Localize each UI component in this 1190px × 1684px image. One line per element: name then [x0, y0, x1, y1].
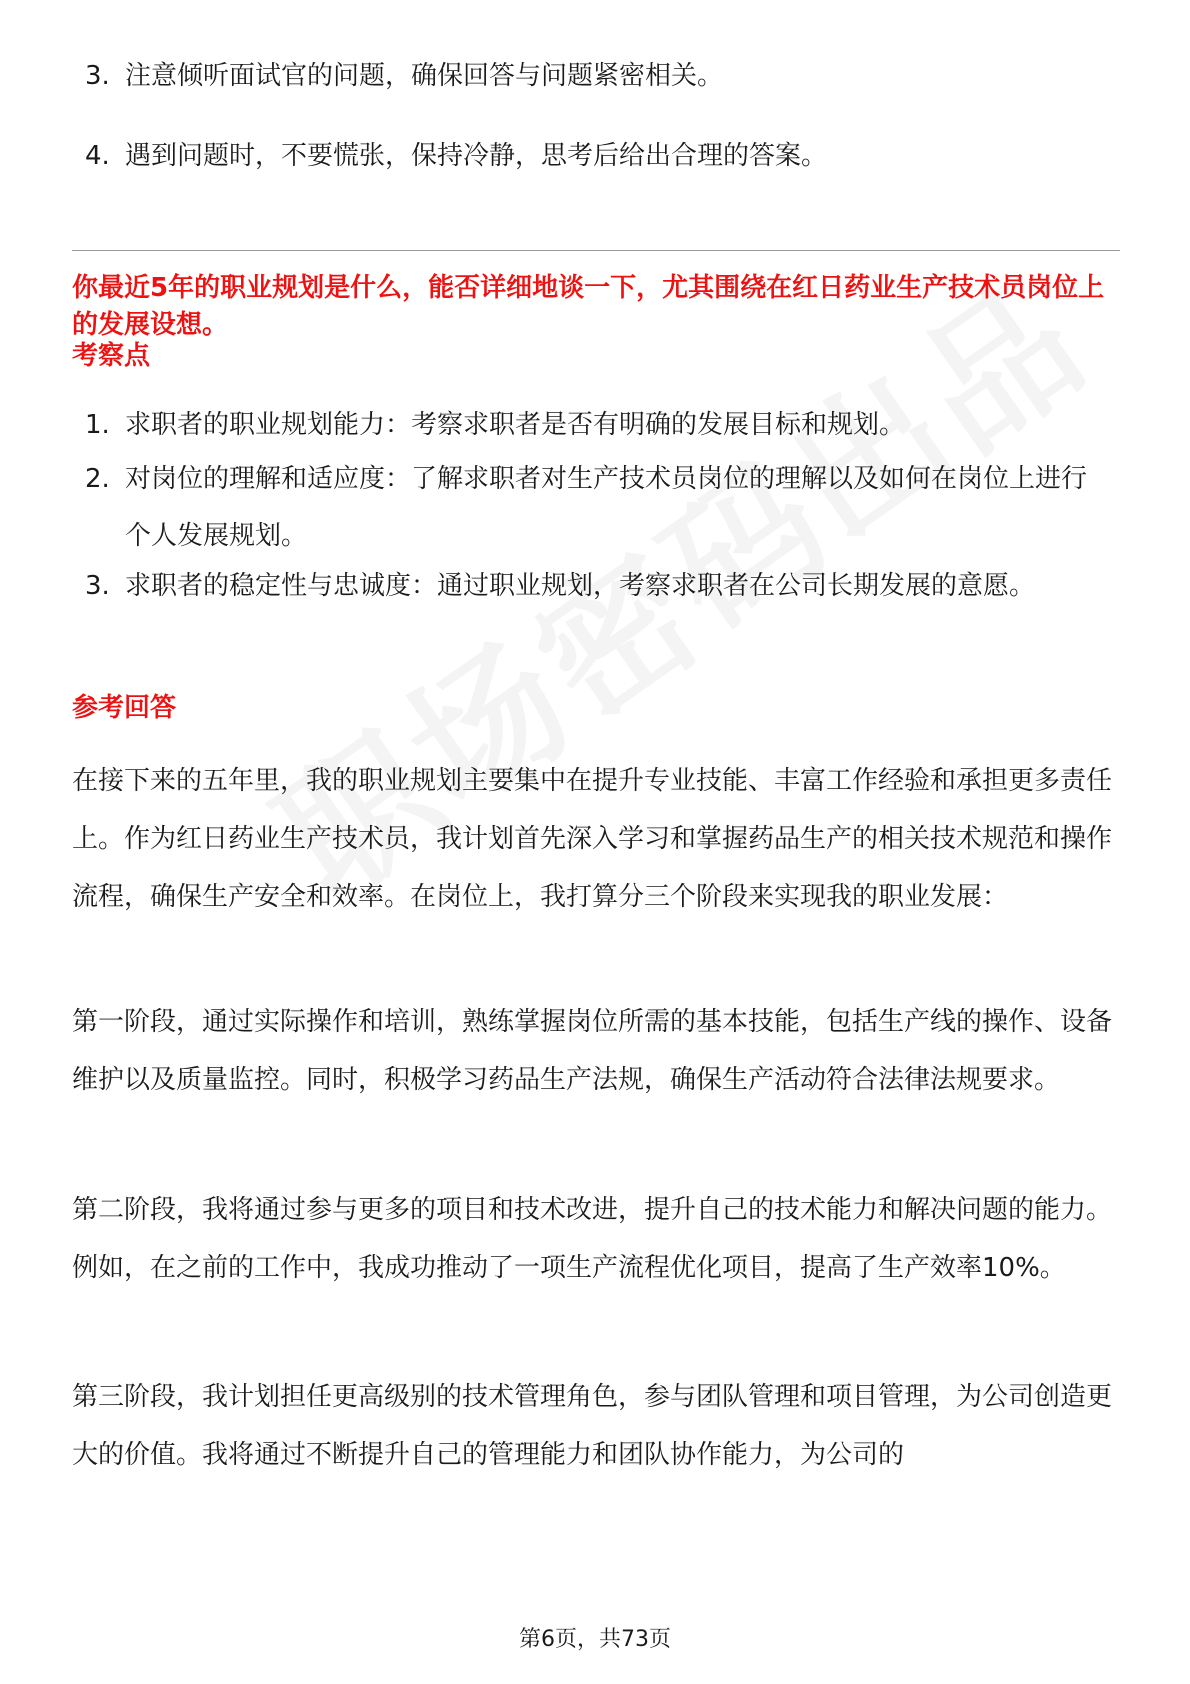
assessment-heading: 考察点 — [72, 341, 151, 371]
answer-paragraph: 第二阶段，我将通过参与更多的项目和技术改进，提升自己的技术能力和解决问题的能力。例如，在之前的工作中，我成功推动了一项生产流程优化项目，提高了生产效率10%。 — [72, 1195, 1113, 1283]
list-text: 对岗位的理解和适应度：了解求职者对生产技术员岗位的理解以及如何在岗位上进行个人发展规划。 — [125, 464, 1088, 551]
answer-paragraph: 第一阶段，通过实际操作和培训，熟练掌握岗位所需的基本技能，包括生产线的操作、设备维护以及质量监控。同时，积极学习药品生产法规，确保生产活动符合法律法规要求。 — [72, 1007, 1113, 1095]
list-text: 遇到问题时，不要慌张，保持冷静，思考后给出合理的答案。 — [125, 141, 828, 171]
section-divider — [72, 250, 1120, 251]
list-number: 1. — [85, 410, 110, 440]
page-footer: 第6页，共73页 — [519, 1627, 671, 1652]
answer-heading: 参考回答 — [72, 693, 177, 723]
list-number: 4. — [85, 141, 110, 171]
list-text: 求职者的职业规划能力：考察求职者是否有明确的发展目标和规划。 — [125, 410, 906, 440]
list-text: 求职者的稳定性与忠诚度：通过职业规划，考察求职者在公司长期发展的意愿。 — [125, 571, 1036, 601]
list-number: 2. — [85, 464, 110, 494]
list-number: 3. — [85, 61, 110, 91]
answer-paragraph: 第三阶段，我计划担任更高级别的技术管理角色，参与团队管理和项目管理，为公司创造更大的价值。我将通过不断提升自己的管理能力和团队协作能力，为公司的 — [72, 1382, 1113, 1470]
list-text: 注意倾听面试官的问题，确保回答与问题紧密相关。 — [125, 61, 724, 91]
list-number: 3. — [85, 571, 110, 601]
interview-question: 你最近5年的职业规划是什么，能否详细地谈一下，尤其围绕在红日药业生产技术员岗位上的发展设想。 — [72, 273, 1105, 340]
answer-paragraph: 在接下来的五年里，我的职业规划主要集中在提升专业技能、丰富工作经验和承担更多责任上。作为红日药业生产技术员，我计划首先深入学习和掌握药品生产的相关技术规范和操作流程，确保生产安全和效率。在岗位上，我打算分三个阶段来实现我的职业发展： — [72, 766, 1113, 912]
